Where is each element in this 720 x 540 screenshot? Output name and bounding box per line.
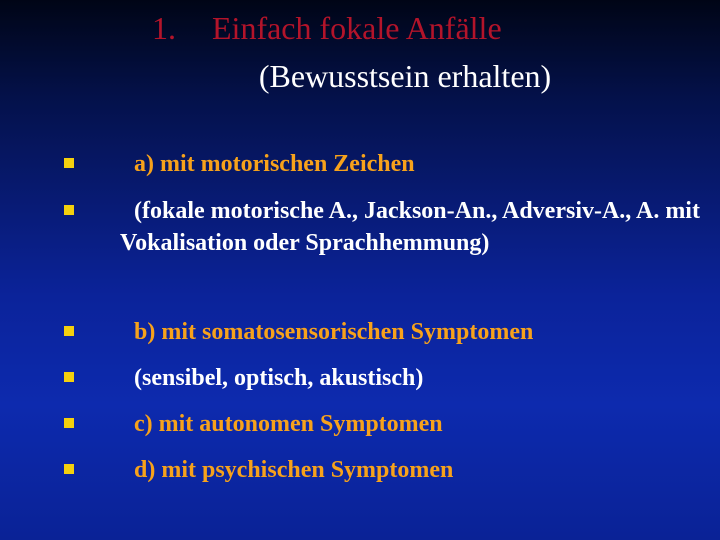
bullet-text: (fokale motorische A., Jackson-An., Adversiv-A., A. mit Vokalisation oder Sprachhemmung) [120,198,700,256]
bullet-text: d) mit psychischen Symptomen [134,457,454,483]
bullet-marker-icon [64,372,74,382]
bullet-text: c) mit autonomen Symptomen [134,411,443,437]
bullet-marker-icon [64,205,74,215]
bullet-marker-icon [64,326,74,336]
title-number: 1. [152,10,176,46]
bullet-text: a) mit motorischen Zeichen [134,151,415,177]
bullet-marker-icon [64,418,74,428]
bullet-text: (sensibel, optisch, akustisch) [134,365,424,391]
bullet-marker-icon [64,158,74,168]
title-text: Einfach fokale Anfälle [212,10,502,46]
bullet-marker-icon [64,464,74,474]
bullet-text: b) mit somatosensorischen Symptomen [134,319,534,345]
slide-subtitle: (Bewusstsein erhalten) [258,58,552,94]
